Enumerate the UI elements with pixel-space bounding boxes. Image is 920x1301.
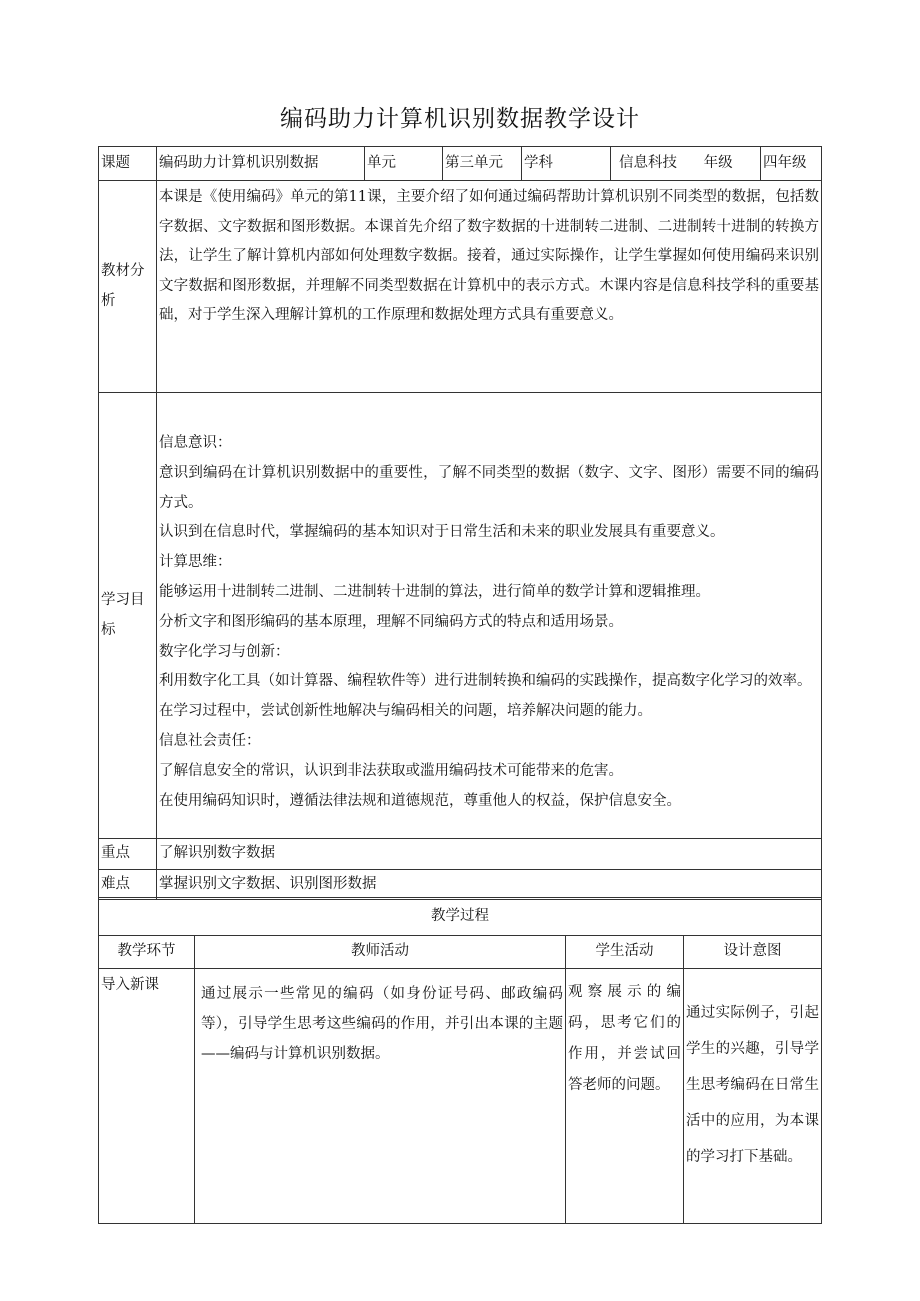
lesson-info-table: [98, 146, 822, 900]
objective-item: 意识到编码在计算机识别数据中的重要性，了解不同类型的数据（数字、文字、图形）需要不同的编码方式。: [159, 464, 819, 511]
objective-item: 在学习过程中，尝试创新性地解决与编码相关的问题，培养解决问题的能力。: [159, 703, 652, 720]
key-point-label: 重点: [99, 839, 157, 870]
key-point-row: [99, 839, 822, 870]
material-row: [99, 181, 822, 393]
objective-item: 了解信息安全的常识，认识到非法获取或滥用编码技术可能带来的危害。: [159, 762, 623, 779]
objective-item: 分析文字和图形编码的基本原理，理解不同编码方式的特点和适用场景。: [159, 613, 623, 630]
objective-item: 能够运用十进制转二进制、二进制转十进制的算法，进行简单的数学计算和逻辑推理。: [159, 583, 710, 600]
lesson-value: 编码助力计算机识别数据: [157, 147, 365, 181]
key-point-text: 了解识别数字数据: [157, 839, 822, 870]
objective-item: 计算思维：: [159, 554, 232, 571]
objective-item: 认识到在信息时代，掌握编码的基本知识对于日常生活和未来的职业发展具有重要意义。: [159, 524, 725, 541]
objective-item: 信息社会责任：: [159, 732, 261, 749]
process-heading: 教学过程: [99, 898, 822, 936]
unit-value: 第三单元: [443, 147, 522, 181]
design-intent: 通过实际例子，引起学生的兴趣，引导学生思考编码在日常生活中的应用，为本课的学习打下基础。: [684, 969, 822, 1224]
grade-value: 四年级: [761, 147, 822, 181]
process-header-row: [99, 936, 822, 969]
process-heading-row: [99, 898, 822, 936]
column-header: 学生活动: [566, 936, 684, 969]
material-text: 本课是《使用编码》单元的第11课，主要介绍了如何通过编码帮助计算机识别不同类型的数据，包括数字数据、文字数据和图形数据。本课首先介绍了数字数据的十进制转二进制、二进制转十进制的转换方法，让学生了解计算机内部如何处理数字数据。接着，通过实际操作，让学生掌握如何使用编码来识别文字数据和图形数据，并理解不同类型数据在计算机中的表示方式。木课内容是信息科技学科的重要基础，对于学生深入理解计算机的工作原理和数据处理方式具有重要意义。: [157, 181, 822, 393]
material-label: 教材分析: [99, 181, 157, 393]
teaching-process-table: [98, 897, 822, 1224]
difficulty-label: 难点: [99, 869, 157, 900]
subject-grade-cell: [611, 147, 761, 181]
difficulty-text: 掌握识别文字数据、识别图形数据: [157, 869, 822, 900]
objective-item: 信息意识：: [159, 435, 232, 451]
grade-label: 年级: [703, 154, 733, 171]
stage-cell: 导入新课: [99, 969, 195, 1224]
teacher-activity: 通过展示一些常见的编码（如身份证号码、邮政编码等），引导学生思考这些编码的作用，并引出本课的主题——编码与计算机识别数据。: [195, 969, 566, 1224]
column-header: 设计意图: [684, 936, 822, 969]
info-row: [99, 147, 822, 181]
objective-item: 在使用编码知识时，遵循法律法规和道德规范，尊重他人的权益，保护信息安全。: [159, 792, 681, 809]
subject-value: 信息科技: [619, 154, 677, 171]
process-row: [99, 969, 822, 1224]
column-header: 教学环节: [99, 936, 195, 969]
objectives-list: [157, 393, 822, 839]
lesson-label: 课题: [99, 147, 157, 181]
page-title: 编码助力计算机识别数据教学设计: [280, 106, 640, 132]
column-header: 教师活动: [195, 936, 566, 969]
unit-label: 单元: [365, 147, 443, 181]
objective-item: 利用数字化工具（如计算器、编程软件等）进行进制转换和编码的实践操作，提高数字化学习的效率。: [159, 673, 812, 690]
subject-label: 学科: [522, 147, 611, 181]
student-activity: 观察展示的编码，思考它们的作用，并尝试回答老师的问题。: [566, 969, 684, 1224]
difficulty-row: [99, 869, 822, 900]
objectives-label: 学习目标: [99, 393, 157, 839]
objectives-row: [99, 393, 822, 839]
objective-item: 数字化学习与创新：: [159, 643, 290, 660]
